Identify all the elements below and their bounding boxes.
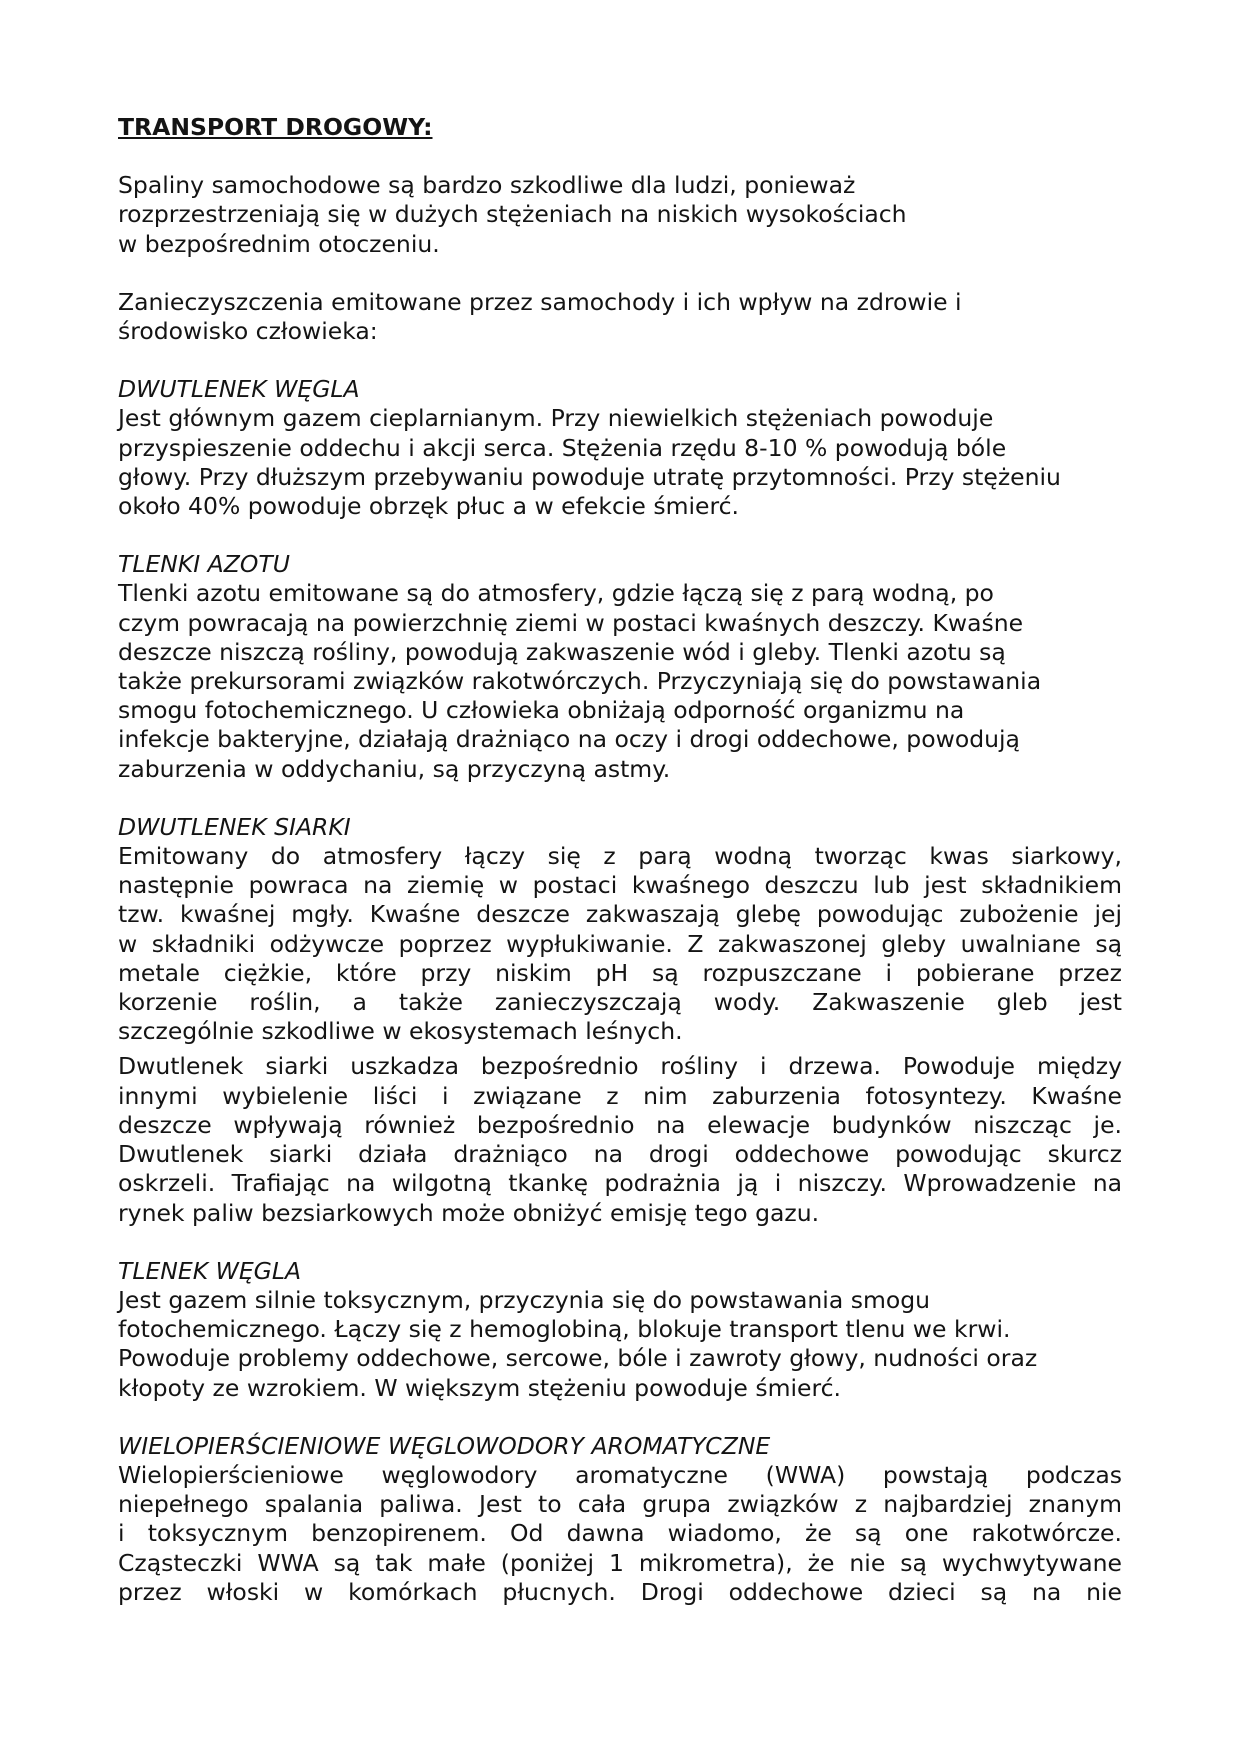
text-line: Spaliny samochodowe są bardzo szkodliwe dla ludzi, ponieważ [118, 171, 856, 200]
text-line: niepełnego spalania paliwa. Jest to cała grupa związków z najbardziej znanym [118, 1490, 1122, 1519]
text-line: głowy. Przy dłuższym przebywaniu powoduje utratę przytomności. Przy stężeniu [118, 462, 1061, 491]
section-heading: TLENEK WĘGLA [118, 1256, 302, 1285]
text-line: smogu fotochemicznego. U człowieka obniżają odporność organizmu na [118, 696, 965, 725]
text-line: fotochemicznego. Łączy się z hemoglobiną, blokuje transport tlenu we krwi. [118, 1315, 1011, 1344]
text-line: Dwutlenek siarki uszkadza bezpośrednio rośliny i drzewa. Powoduje między [118, 1052, 1122, 1081]
section-co2 [118, 375, 1122, 521]
section-body [118, 579, 1122, 783]
section-body [118, 1286, 1122, 1403]
section-heading: WIELOPIERŚCIENIOWE WĘGLOWODORY AROMATYCZNE [118, 1431, 771, 1460]
text-line: szczególnie szkodliwe w ekosystemach leśnych. [118, 1017, 683, 1046]
text-line: infekcje bakteryjne, działają drażniąco na oczy i drogi oddechowe, powodują [118, 725, 1020, 754]
section-body-paragraph-2 [118, 1052, 1122, 1227]
text-line: następnie powraca na ziemię w postaci kwaśnego deszczu lub jest składnikiem [118, 871, 1122, 900]
text-line: Emitowany do atmosfery łączy się z parą wodną tworząc kwas siarkowy, [118, 842, 1122, 871]
section-co [118, 1257, 1122, 1403]
text-line: rozprzestrzeniają się w dużych stężeniach na niskich wysokościach [118, 200, 907, 229]
section-body [118, 1461, 1122, 1607]
text-line: kłopoty ze wzrokiem. W większym stężeniu powoduje śmierć. [118, 1373, 842, 1402]
text-line: oskrzeli. Trafiając na wilgotną tkankę podrażnia ją i niszczy. Wprowadzenie na [118, 1169, 1122, 1198]
text-line: Powoduje problemy oddechowe, sercowe, bóle i zawroty głowy, nudności oraz [118, 1344, 1038, 1373]
text-line: około 40% powoduje obrzęk płuc a w efekcie śmierć. [118, 492, 740, 521]
section-heading: TLENKI AZOTU [118, 550, 290, 579]
text-line: przez włoski w komórkach płucnych. Drogi oddechowe dzieci są na nie [118, 1577, 1122, 1606]
text-line: Dwutlenek siarki działa drażniąco na drogi oddechowe powodując skurcz [118, 1140, 1122, 1169]
text-line: i toksycznym benzopirenem. Od dawna wiadomo, że są one rakotwórcze. [118, 1519, 1122, 1548]
text-line: przyspieszenie oddechu i akcji serca. Stężenia rzędu 8-10 % powodują bóle [118, 433, 1007, 462]
text-line: Tlenki azotu emitowane są do atmosfery, gdzie łączą się z parą wodną, po [118, 579, 994, 608]
text-line: zaburzenia w oddychaniu, są przyczyną astmy. [118, 754, 671, 783]
section-pah [118, 1432, 1122, 1607]
text-line: Zanieczyszczenia emitowane przez samochody i ich wpływ na zdrowie i [118, 287, 962, 316]
text-line: w bezpośrednim otoczeniu. [118, 229, 440, 258]
intro-paragraph [118, 171, 1122, 259]
pollutants-intro-paragraph [118, 288, 1122, 346]
text-line: także prekursorami związków rakotwórczych. Przyczyniają się do powstawania [118, 667, 1042, 696]
document-content [118, 113, 1122, 1636]
text-line: innymi wybielenie liści i związane z nim zaburzenia fotosyntezy. Kwaśne [118, 1081, 1122, 1110]
section-heading: DWUTLENEK SIARKI [118, 812, 351, 841]
text-line: Jest głównym gazem cieplarnianym. Przy niewielkich stężeniach powoduje [118, 404, 994, 433]
section-so2 [118, 813, 1122, 1228]
text-line: czym powracają na powierzchnię ziemi w postaci kwaśnych deszczy. Kwaśne [118, 608, 1024, 637]
section-nox [118, 550, 1122, 784]
section-heading: DWUTLENEK WĘGLA [118, 375, 360, 404]
text-line: deszcze niszczą rośliny, powodują zakwaszenie wód i gleby. Tlenki azotu są [118, 637, 1006, 666]
section-body-paragraph-1 [118, 842, 1122, 1046]
text-line: Jest gazem silnie toksycznym, przyczynia się do powstawania smogu [118, 1285, 931, 1314]
text-line: deszcze wpływają również bezpośrednio na elewacje budynków niszcząc je. [118, 1110, 1122, 1139]
document-title: TRANSPORT DROGOWY: [118, 113, 433, 141]
text-line: w składniki odżywcze poprzez wypłukiwanie. Z zakwaszonej gleby uwalniane są [118, 929, 1122, 958]
text-line: metale ciężkie, które przy niskim pH są rozpuszczane i pobierane przez [118, 958, 1122, 987]
text-line: korzenie roślin, a także zanieczyszczają wody. Zakwaszenie gleb jest [118, 988, 1122, 1017]
text-line: środowisko człowieka: [118, 317, 378, 346]
section-body [118, 404, 1122, 521]
text-line: tzw. kwaśnej mgły. Kwaśne deszcze zakwaszają glebę powodując zubożenie jej [118, 900, 1122, 929]
text-line: Wielopierścieniowe węglowodory aromatyczne (WWA) powstają podczas [118, 1460, 1122, 1489]
text-line: rynek paliw bezsiarkowych może obniżyć emisję tego gazu. [118, 1198, 820, 1227]
text-line: Cząsteczki WWA są tak małe (poniżej 1 mikrometra), że nie są wychwytywane [118, 1548, 1122, 1577]
